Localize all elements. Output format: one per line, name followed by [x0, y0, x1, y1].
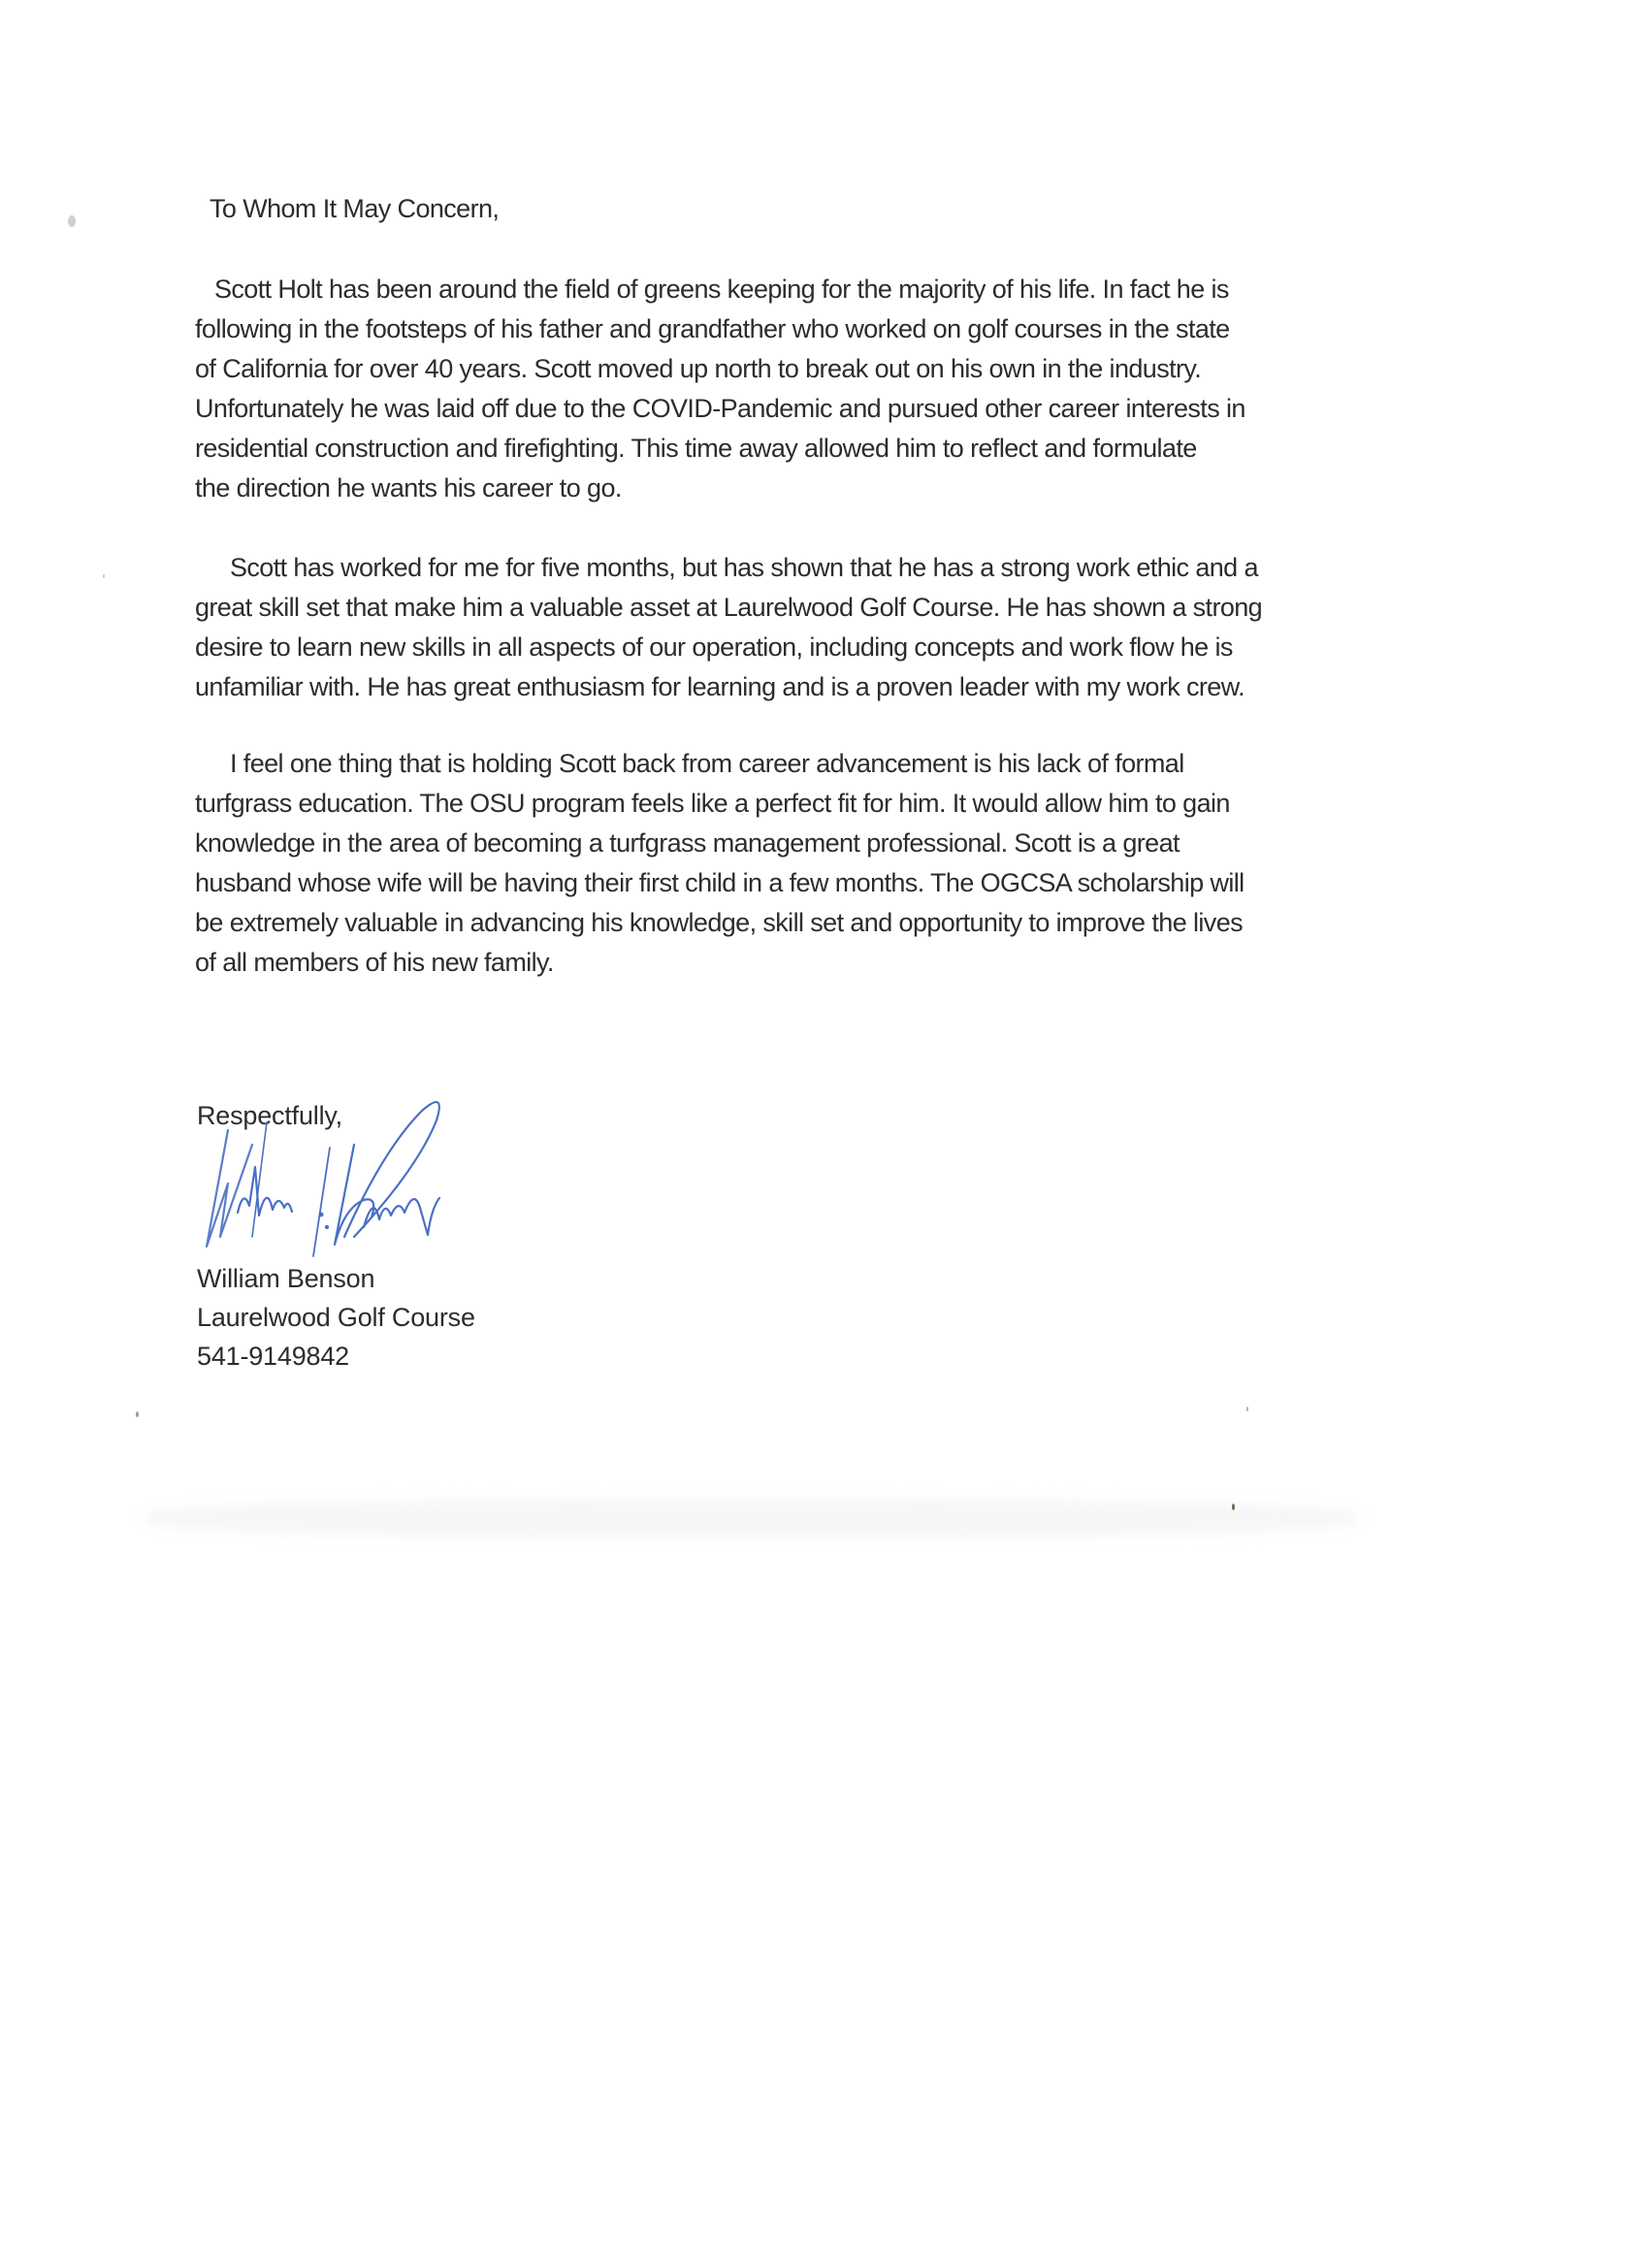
- paragraph-line: be extremely valuable in advancing his knowledge, skill set and opportunity to improve the lives: [195, 908, 1244, 937]
- handwritten-signature-icon: [199, 1091, 490, 1261]
- paragraph-line: following in the footsteps of his father and grandfather who worked on golf courses in the state: [195, 314, 1230, 343]
- paragraph-line: residential construction and firefighting. This time away allowed him to reflect and formulate: [195, 434, 1197, 463]
- paragraph-line: Scott Holt has been around the field of greens keeping for the majority of his life. In fact he is: [214, 275, 1229, 304]
- paragraph-line: of California for over 40 years. Scott moved up north to break out on his own in the industry.: [195, 354, 1202, 383]
- paragraph-1: [195, 270, 1456, 508]
- paragraph-line: Unfortunately he was laid off due to the COVID-Pandemic and pursued other career interests in: [195, 394, 1245, 423]
- paragraph-line: Scott has worked for me for five months, but has shown that he has a strong work ethic and a: [230, 553, 1258, 582]
- paragraph-line: desire to learn new skills in all aspects of our operation, including concepts and work flow he is: [195, 632, 1233, 662]
- paragraph-line: husband whose wife will be having their first child in a few months. The OGCSA scholarship will: [195, 868, 1245, 897]
- closing-salutation: Respectfully,: [197, 1101, 342, 1130]
- paragraph-line: the direction he wants his career to go.: [195, 473, 622, 502]
- paragraph-line: knowledge in the area of becoming a turfgrass management professional. Scott is a great: [195, 828, 1180, 858]
- scan-speck: [1246, 1407, 1248, 1411]
- paragraph-line: I feel one thing that is holding Scott back from career advancement is his lack of formal: [230, 749, 1184, 778]
- signer-phone: 541-9149842: [197, 1342, 349, 1371]
- paragraph-line: great skill set that make him a valuable asset at Laurelwood Golf Course. He has shown a strong: [195, 593, 1263, 622]
- scan-smudge: [146, 1499, 1358, 1538]
- scan-speck: [136, 1411, 139, 1417]
- signer-organization: Laurelwood Golf Course: [197, 1303, 475, 1332]
- scan-speck: [68, 215, 76, 227]
- paragraph-line: turfgrass education. The OSU program feels like a perfect fit for him. It would allow him to gain: [195, 789, 1230, 818]
- paragraph-3: [195, 744, 1456, 983]
- scan-speck: [1232, 1504, 1235, 1510]
- paragraph-line: of all members of his new family.: [195, 948, 554, 977]
- scan-speck: [103, 574, 105, 578]
- paragraph-line: unfamiliar with. He has great enthusiasm for learning and is a proven leader with my work crew.: [195, 672, 1245, 701]
- signer-name: William Benson: [197, 1264, 375, 1293]
- greeting: To Whom It May Concern,: [210, 194, 500, 223]
- paragraph-2: [195, 548, 1456, 707]
